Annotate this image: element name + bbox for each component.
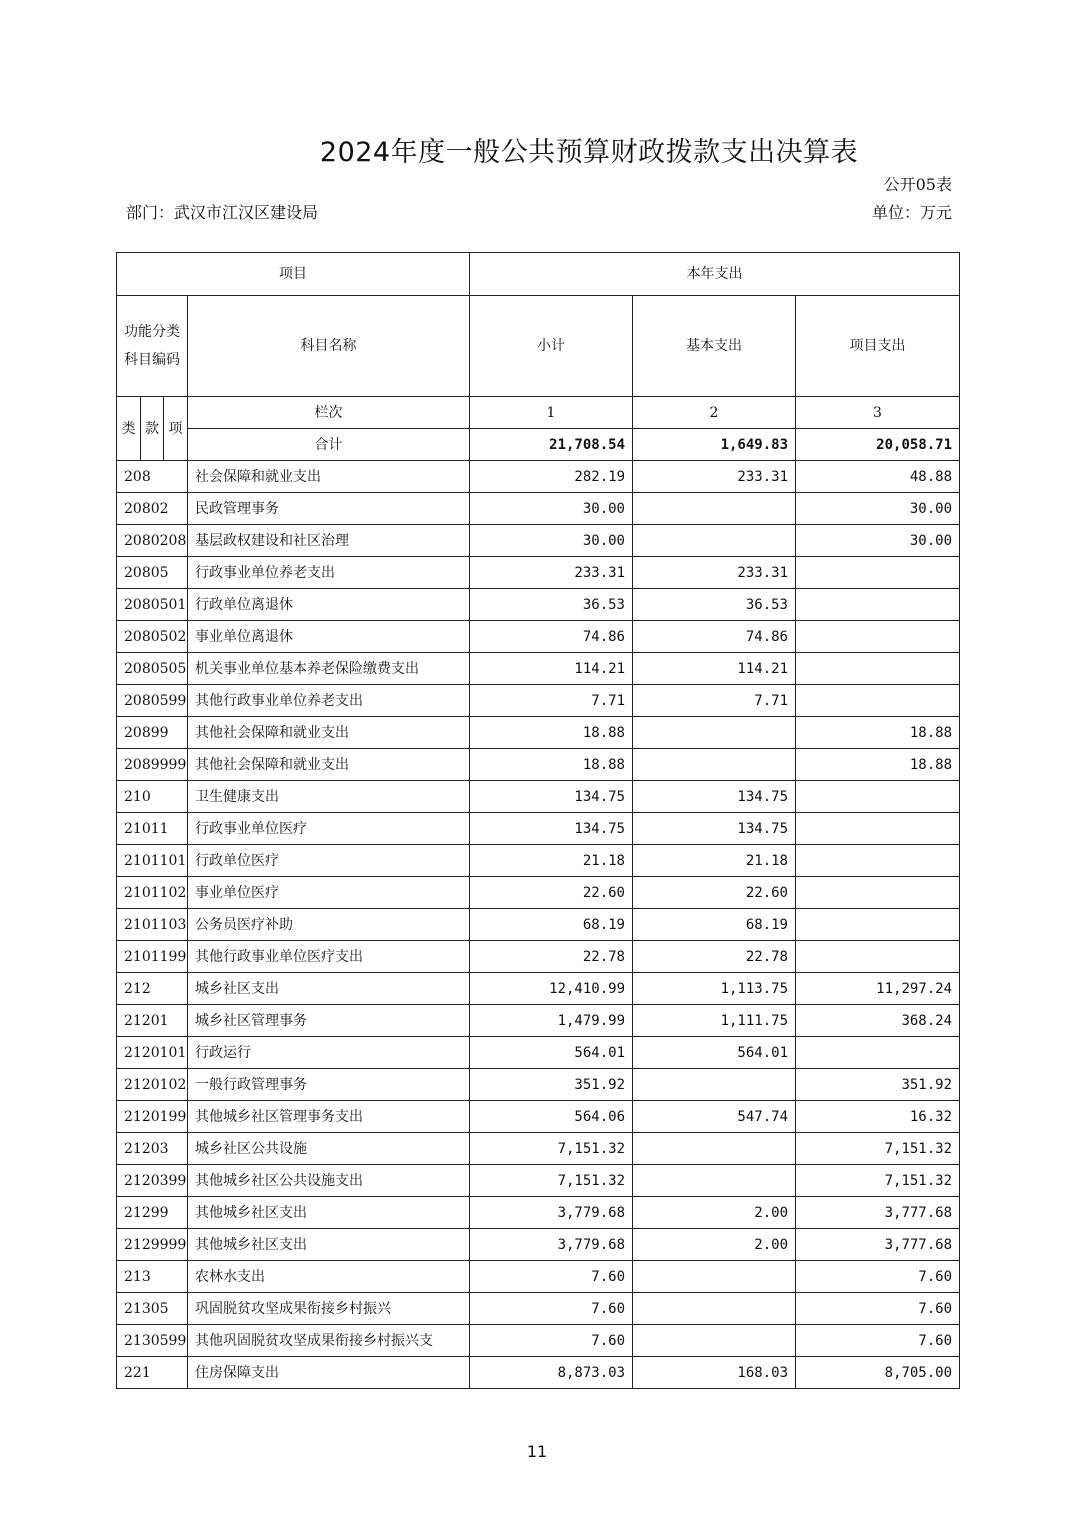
row-subject-name: 社会保障和就业支出 [188,461,470,493]
row-code: 21299 [117,1197,188,1229]
row-project [796,685,960,717]
row-basic [633,717,796,749]
row-subject-name: 行政事业单位养老支出 [188,557,470,589]
row-subtotal: 7,151.32 [470,1133,633,1165]
row-code: 2120101 [117,1037,188,1069]
row-basic: 36.53 [633,589,796,621]
table-row [117,557,960,589]
row-project: 30.00 [796,493,960,525]
row-project: 30.00 [796,525,960,557]
row-subject-name: 巩固脱贫攻坚成果衔接乡村振兴 [188,1293,470,1325]
row-code: 2120399 [117,1165,188,1197]
row-subtotal: 22.60 [470,877,633,909]
row-basic [633,749,796,781]
row-code: 208 [117,461,188,493]
row-subtotal: 351.92 [470,1069,633,1101]
row-basic: 1,113.75 [633,973,796,1005]
row-project: 48.88 [796,461,960,493]
row-basic: 22.78 [633,941,796,973]
row-subject-name: 公务员医疗补助 [188,909,470,941]
row-subject-name: 城乡社区公共设施 [188,1133,470,1165]
table-row [117,1325,960,1357]
header-project: 项目 [117,253,470,296]
row-code: 2080505 [117,653,188,685]
row-basic: 2.00 [633,1197,796,1229]
row-subtotal: 18.88 [470,717,633,749]
header-subject-name: 科目名称 [188,296,470,397]
row-code: 21203 [117,1133,188,1165]
row-basic [633,1133,796,1165]
total-basic: 1,649.83 [633,429,796,461]
row-project: 7.60 [796,1293,960,1325]
row-code: 2101102 [117,877,188,909]
row-subtotal: 7.71 [470,685,633,717]
row-subtotal: 7.60 [470,1293,633,1325]
row-code: 21011 [117,813,188,845]
header-column-no: 栏次 [188,397,470,429]
row-project [796,589,960,621]
table-row [117,1293,960,1325]
row-code: 20899 [117,717,188,749]
row-basic: 233.31 [633,557,796,589]
row-subject-name: 事业单位医疗 [188,877,470,909]
table-row [117,973,960,1005]
header-kuan: 款 [141,397,164,461]
row-code: 2120102 [117,1069,188,1101]
row-code: 2080502 [117,621,188,653]
row-subject-name: 其他城乡社区公共设施支出 [188,1165,470,1197]
row-subtotal: 7,151.32 [470,1165,633,1197]
row-subject-name: 其他城乡社区支出 [188,1229,470,1261]
row-project [796,813,960,845]
row-subtotal: 564.01 [470,1037,633,1069]
row-subtotal: 8,873.03 [470,1357,633,1389]
row-subtotal: 18.88 [470,749,633,781]
row-project [796,557,960,589]
row-project: 3,777.68 [796,1229,960,1261]
table-row [117,877,960,909]
row-code: 2101199 [117,941,188,973]
row-subtotal: 7.60 [470,1261,633,1293]
row-project: 368.24 [796,1005,960,1037]
header-row-3 [117,397,960,429]
row-basic: 114.21 [633,653,796,685]
row-project [796,877,960,909]
row-basic [633,493,796,525]
row-subject-name: 事业单位离退休 [188,621,470,653]
row-subject-name: 其他社会保障和就业支出 [188,749,470,781]
row-subject-name: 行政事业单位医疗 [188,813,470,845]
row-project: 16.32 [796,1101,960,1133]
table-row [117,493,960,525]
row-subject-name: 其他行政事业单位医疗支出 [188,941,470,973]
row-subject-name: 城乡社区管理事务 [188,1005,470,1037]
row-subject-name: 行政单位离退休 [188,589,470,621]
row-subtotal: 68.19 [470,909,633,941]
row-project: 7,151.32 [796,1165,960,1197]
table-row [117,909,960,941]
row-subtotal: 3,779.68 [470,1197,633,1229]
table-row [117,653,960,685]
table-row [117,1037,960,1069]
row-basic: 21.18 [633,845,796,877]
row-subject-name: 城乡社区支出 [188,973,470,1005]
table-row [117,1005,960,1037]
row-code: 20805 [117,557,188,589]
row-subject-name: 行政单位医疗 [188,845,470,877]
header-col2: 2 [633,397,796,429]
row-subtotal: 30.00 [470,525,633,557]
row-basic [633,1293,796,1325]
header-xiang: 项 [164,397,188,461]
row-project [796,941,960,973]
table-row [117,1357,960,1389]
total-subtotal: 21,708.54 [470,429,633,461]
table-row [117,1197,960,1229]
row-subtotal: 21.18 [470,845,633,877]
row-subtotal: 233.31 [470,557,633,589]
row-basic: 168.03 [633,1357,796,1389]
row-basic [633,525,796,557]
row-basic: 547.74 [633,1101,796,1133]
row-subtotal: 1,479.99 [470,1005,633,1037]
row-subtotal: 12,410.99 [470,973,633,1005]
row-subject-name: 民政管理事务 [188,493,470,525]
header-func-code: 功能分类科目编码 [117,296,188,397]
row-subtotal: 134.75 [470,781,633,813]
row-code: 2101103 [117,909,188,941]
row-subject-name: 其他社会保障和就业支出 [188,717,470,749]
total-label: 合计 [188,429,470,461]
row-subtotal: 30.00 [470,493,633,525]
row-subject-name: 其他城乡社区支出 [188,1197,470,1229]
row-project: 351.92 [796,1069,960,1101]
header-current-year: 本年支出 [470,253,960,296]
table-row [117,1069,960,1101]
row-code: 2080599 [117,685,188,717]
row-code: 2120199 [117,1101,188,1133]
row-basic: 74.86 [633,621,796,653]
row-project [796,621,960,653]
row-basic: 22.60 [633,877,796,909]
header-col3: 3 [796,397,960,429]
row-project: 3,777.68 [796,1197,960,1229]
table-row [117,461,960,493]
table-number: 公开05表 [883,175,952,194]
row-basic: 134.75 [633,813,796,845]
row-basic: 134.75 [633,781,796,813]
row-subject-name: 其他巩固脱贫攻坚成果衔接乡村振兴支 [188,1325,470,1357]
table-row [117,781,960,813]
department-label: 部门：武汉市江汉区建设局 [126,203,319,222]
total-project: 20,058.71 [796,429,960,461]
row-code: 2080208 [117,525,188,557]
row-subtotal: 134.75 [470,813,633,845]
row-subject-name: 农林水支出 [188,1261,470,1293]
row-basic [633,1261,796,1293]
row-code: 212 [117,973,188,1005]
table-row [117,621,960,653]
header-row-1 [117,253,960,296]
row-basic: 68.19 [633,909,796,941]
row-project: 11,297.24 [796,973,960,1005]
table-row [117,717,960,749]
row-subject-name: 其他城乡社区管理事务支出 [188,1101,470,1133]
table-row [117,1165,960,1197]
row-subject-name: 基层政权建设和社区治理 [188,525,470,557]
row-code: 210 [117,781,188,813]
row-project: 7,151.32 [796,1133,960,1165]
header-lei: 类 [117,397,141,461]
row-basic: 1,111.75 [633,1005,796,1037]
table-row [117,1229,960,1261]
row-project [796,909,960,941]
table-row [117,1261,960,1293]
row-subject-name: 机关事业单位基本养老保险缴费支出 [188,653,470,685]
row-code: 213 [117,1261,188,1293]
row-code: 221 [117,1357,188,1389]
row-project: 18.88 [796,717,960,749]
header-col1: 1 [470,397,633,429]
row-project: 7.60 [796,1261,960,1293]
header-basic: 基本支出 [633,296,796,397]
row-subtotal: 74.86 [470,621,633,653]
row-code: 20802 [117,493,188,525]
row-code: 21201 [117,1005,188,1037]
row-subject-name: 一般行政管理事务 [188,1069,470,1101]
row-basic [633,1325,796,1357]
row-project [796,845,960,877]
row-project: 18.88 [796,749,960,781]
table-row [117,525,960,557]
row-basic [633,1165,796,1197]
budget-table [116,252,960,1389]
header-project-exp: 项目支出 [796,296,960,397]
table-row [117,1101,960,1133]
total-row [117,429,960,461]
row-subject-name: 其他行政事业单位养老支出 [188,685,470,717]
row-code: 2089999 [117,749,188,781]
row-subtotal: 282.19 [470,461,633,493]
row-subtotal: 22.78 [470,941,633,973]
row-basic [633,1069,796,1101]
page-number: 11 [526,1442,548,1461]
row-code: 2101101 [117,845,188,877]
header-row-2 [117,296,960,397]
table-row [117,589,960,621]
row-subtotal: 564.06 [470,1101,633,1133]
table-row [117,845,960,877]
row-basic: 564.01 [633,1037,796,1069]
row-project: 8,705.00 [796,1357,960,1389]
row-subtotal: 3,779.68 [470,1229,633,1261]
row-code: 21305 [117,1293,188,1325]
row-basic: 7.71 [633,685,796,717]
row-subject-name: 住房保障支出 [188,1357,470,1389]
row-code: 2129999 [117,1229,188,1261]
page-title: 2024年度一般公共预算财政拨款支出决算表 [319,137,859,168]
row-basic: 233.31 [633,461,796,493]
row-basic: 2.00 [633,1229,796,1261]
row-subtotal: 114.21 [470,653,633,685]
table-row [117,685,960,717]
row-subject-name: 卫生健康支出 [188,781,470,813]
row-code: 2130599 [117,1325,188,1357]
row-subject-name: 行政运行 [188,1037,470,1069]
row-project [796,781,960,813]
header-subtotal: 小计 [470,296,633,397]
row-subtotal: 36.53 [470,589,633,621]
table-row [117,749,960,781]
row-code: 2080501 [117,589,188,621]
row-project: 7.60 [796,1325,960,1357]
row-subtotal: 7.60 [470,1325,633,1357]
row-project [796,653,960,685]
row-project [796,1037,960,1069]
table-row [117,1133,960,1165]
unit-label: 单位：万元 [871,203,952,222]
table-row [117,941,960,973]
table-row [117,813,960,845]
